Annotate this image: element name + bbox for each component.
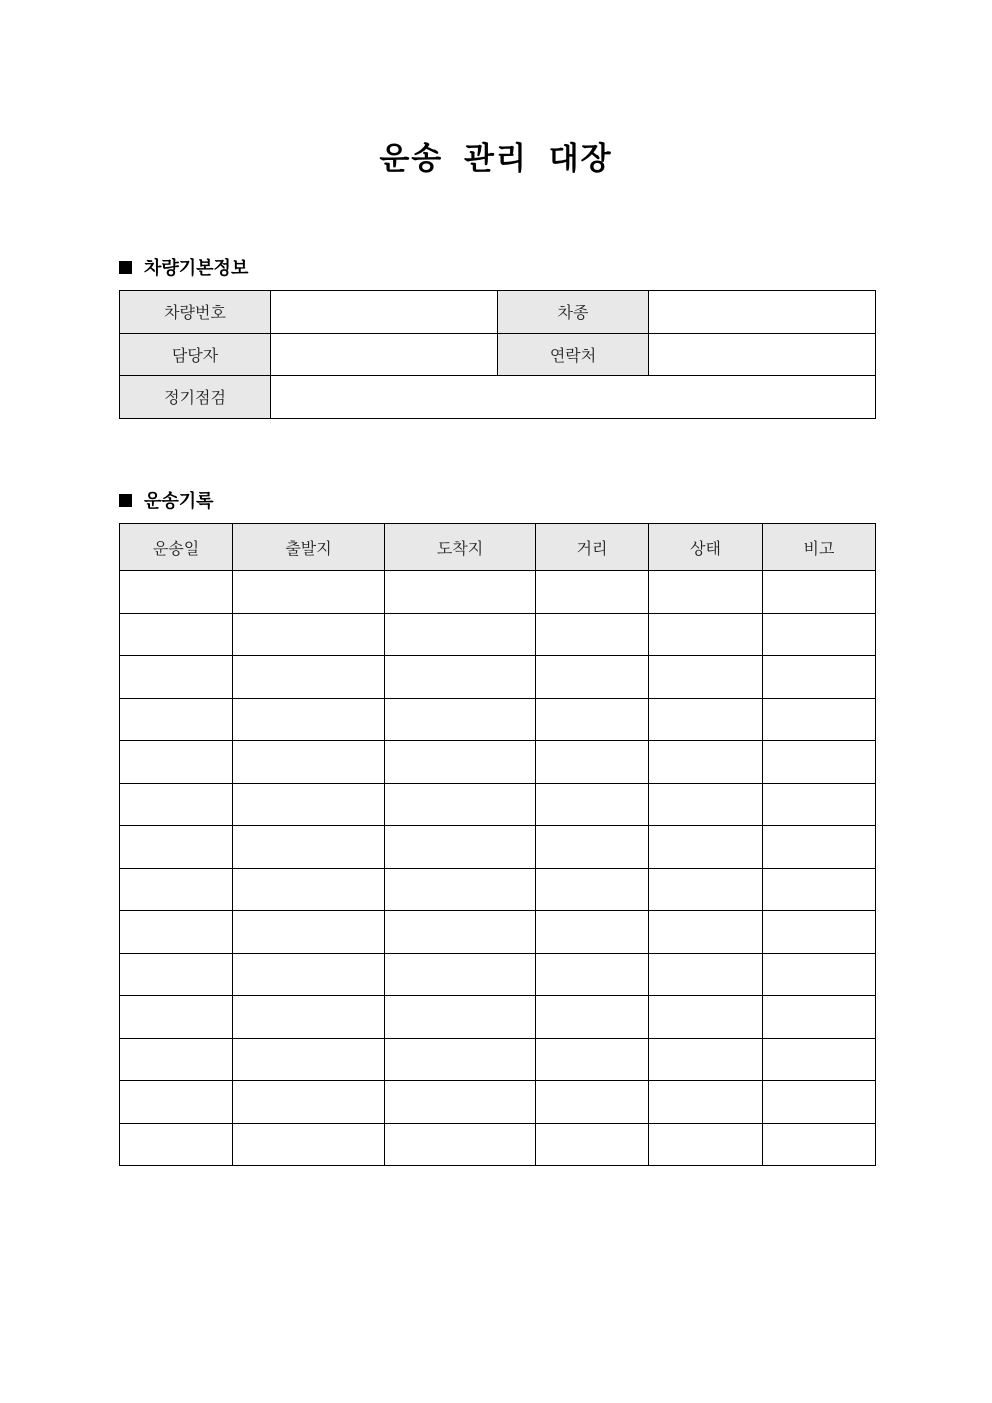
table-header-row	[120, 524, 876, 571]
status-cell[interactable]	[649, 783, 763, 826]
section-title: 차량기본정보	[144, 258, 249, 279]
status-cell[interactable]	[649, 953, 763, 996]
table-row	[120, 996, 876, 1039]
table-row	[120, 1081, 876, 1124]
transport-date-cell[interactable]	[120, 741, 233, 784]
remarks-cell[interactable]	[763, 571, 876, 614]
transport-date-cell[interactable]	[120, 868, 233, 911]
distance-cell[interactable]	[536, 1081, 649, 1124]
departure-cell[interactable]	[233, 613, 385, 656]
transport-date-cell[interactable]	[120, 1038, 233, 1081]
vehicle-number-field[interactable]	[271, 291, 498, 334]
departure-cell[interactable]	[233, 783, 385, 826]
column-header-departure: 출발지	[233, 524, 385, 571]
status-cell[interactable]	[649, 1081, 763, 1124]
table-row	[120, 826, 876, 869]
transport-date-cell[interactable]	[120, 698, 233, 741]
destination-cell[interactable]	[385, 953, 536, 996]
distance-cell[interactable]	[536, 953, 649, 996]
destination-cell[interactable]	[385, 1123, 536, 1166]
distance-cell[interactable]	[536, 1038, 649, 1081]
remarks-cell[interactable]	[763, 656, 876, 699]
status-cell[interactable]	[649, 1123, 763, 1166]
remarks-cell[interactable]	[763, 1038, 876, 1081]
destination-cell[interactable]	[385, 826, 536, 869]
vehicle-info-table	[119, 290, 876, 419]
remarks-cell[interactable]	[763, 741, 876, 784]
distance-cell[interactable]	[536, 741, 649, 784]
label-contact: 연락처	[498, 333, 649, 376]
transport-date-cell[interactable]	[120, 953, 233, 996]
column-header-remarks: 비고	[763, 524, 876, 571]
section-title: 운송기록	[144, 491, 214, 512]
table-row	[120, 376, 876, 419]
destination-cell[interactable]	[385, 571, 536, 614]
departure-cell[interactable]	[233, 1081, 385, 1124]
table-row	[120, 613, 876, 656]
status-cell[interactable]	[649, 571, 763, 614]
remarks-cell[interactable]	[763, 1123, 876, 1166]
departure-cell[interactable]	[233, 996, 385, 1039]
table-row	[120, 868, 876, 911]
departure-cell[interactable]	[233, 1123, 385, 1166]
remarks-cell[interactable]	[763, 996, 876, 1039]
distance-cell[interactable]	[536, 996, 649, 1039]
transport-date-cell[interactable]	[120, 656, 233, 699]
regular-inspection-field[interactable]	[271, 376, 876, 419]
transport-date-cell[interactable]	[120, 911, 233, 954]
table-row	[120, 333, 876, 376]
transport-date-cell[interactable]	[120, 571, 233, 614]
table-row	[120, 656, 876, 699]
distance-cell[interactable]	[536, 613, 649, 656]
table-row	[120, 783, 876, 826]
destination-cell[interactable]	[385, 1081, 536, 1124]
destination-cell[interactable]	[385, 613, 536, 656]
distance-cell[interactable]	[536, 826, 649, 869]
table-row	[120, 698, 876, 741]
status-cell[interactable]	[649, 613, 763, 656]
table-row	[120, 571, 876, 614]
table-row	[120, 953, 876, 996]
column-header-transport-date: 운송일	[120, 524, 233, 571]
column-header-distance: 거리	[536, 524, 649, 571]
label-vehicle-number: 차량번호	[120, 291, 271, 334]
remarks-cell[interactable]	[763, 826, 876, 869]
departure-cell[interactable]	[233, 741, 385, 784]
departure-cell[interactable]	[233, 698, 385, 741]
remarks-cell[interactable]	[763, 911, 876, 954]
column-header-destination: 도착지	[385, 524, 536, 571]
remarks-cell[interactable]	[763, 613, 876, 656]
destination-cell[interactable]	[385, 783, 536, 826]
transport-date-cell[interactable]	[120, 783, 233, 826]
status-cell[interactable]	[649, 656, 763, 699]
transport-log-table	[119, 523, 876, 1166]
distance-cell[interactable]	[536, 911, 649, 954]
departure-cell[interactable]	[233, 911, 385, 954]
departure-cell[interactable]	[233, 826, 385, 869]
departure-cell[interactable]	[233, 571, 385, 614]
remarks-cell[interactable]	[763, 783, 876, 826]
transport-date-cell[interactable]	[120, 613, 233, 656]
transport-date-cell[interactable]	[120, 826, 233, 869]
destination-cell[interactable]	[385, 868, 536, 911]
destination-cell[interactable]	[385, 911, 536, 954]
status-cell[interactable]	[649, 826, 763, 869]
label-regular-inspection: 정기점검	[120, 376, 271, 419]
remarks-cell[interactable]	[763, 1081, 876, 1124]
distance-cell[interactable]	[536, 698, 649, 741]
destination-cell[interactable]	[385, 1038, 536, 1081]
label-vehicle-type: 차종	[498, 291, 649, 334]
destination-cell[interactable]	[385, 996, 536, 1039]
destination-cell[interactable]	[385, 741, 536, 784]
transport-date-cell[interactable]	[120, 1123, 233, 1166]
destination-cell[interactable]	[385, 698, 536, 741]
table-row	[120, 741, 876, 784]
status-cell[interactable]	[649, 996, 763, 1039]
departure-cell[interactable]	[233, 953, 385, 996]
contact-field[interactable]	[649, 333, 876, 376]
distance-cell[interactable]	[536, 868, 649, 911]
transport-date-cell[interactable]	[120, 1081, 233, 1124]
label-manager: 담당자	[120, 333, 271, 376]
status-cell[interactable]	[649, 911, 763, 954]
departure-cell[interactable]	[233, 868, 385, 911]
remarks-cell[interactable]	[763, 698, 876, 741]
section-heading-vehicle-info	[119, 254, 248, 280]
remarks-cell[interactable]	[763, 953, 876, 996]
page-title: 운송 관리 대장	[379, 141, 613, 177]
distance-cell[interactable]	[536, 1123, 649, 1166]
status-cell[interactable]	[649, 698, 763, 741]
table-row	[120, 1038, 876, 1081]
distance-cell[interactable]	[536, 571, 649, 614]
remarks-cell[interactable]	[763, 868, 876, 911]
status-cell[interactable]	[649, 868, 763, 911]
departure-cell[interactable]	[233, 1038, 385, 1081]
column-header-status: 상태	[649, 524, 763, 571]
status-cell[interactable]	[649, 741, 763, 784]
square-bullet-icon	[119, 261, 132, 274]
table-row	[120, 1123, 876, 1166]
section-heading-transport-log	[119, 487, 214, 513]
distance-cell[interactable]	[536, 656, 649, 699]
distance-cell[interactable]	[536, 783, 649, 826]
manager-field[interactable]	[271, 333, 498, 376]
transport-date-cell[interactable]	[120, 996, 233, 1039]
square-bullet-icon	[119, 494, 132, 507]
destination-cell[interactable]	[385, 656, 536, 699]
table-row	[120, 291, 876, 334]
table-row	[120, 911, 876, 954]
status-cell[interactable]	[649, 1038, 763, 1081]
vehicle-type-field[interactable]	[649, 291, 876, 334]
departure-cell[interactable]	[233, 656, 385, 699]
